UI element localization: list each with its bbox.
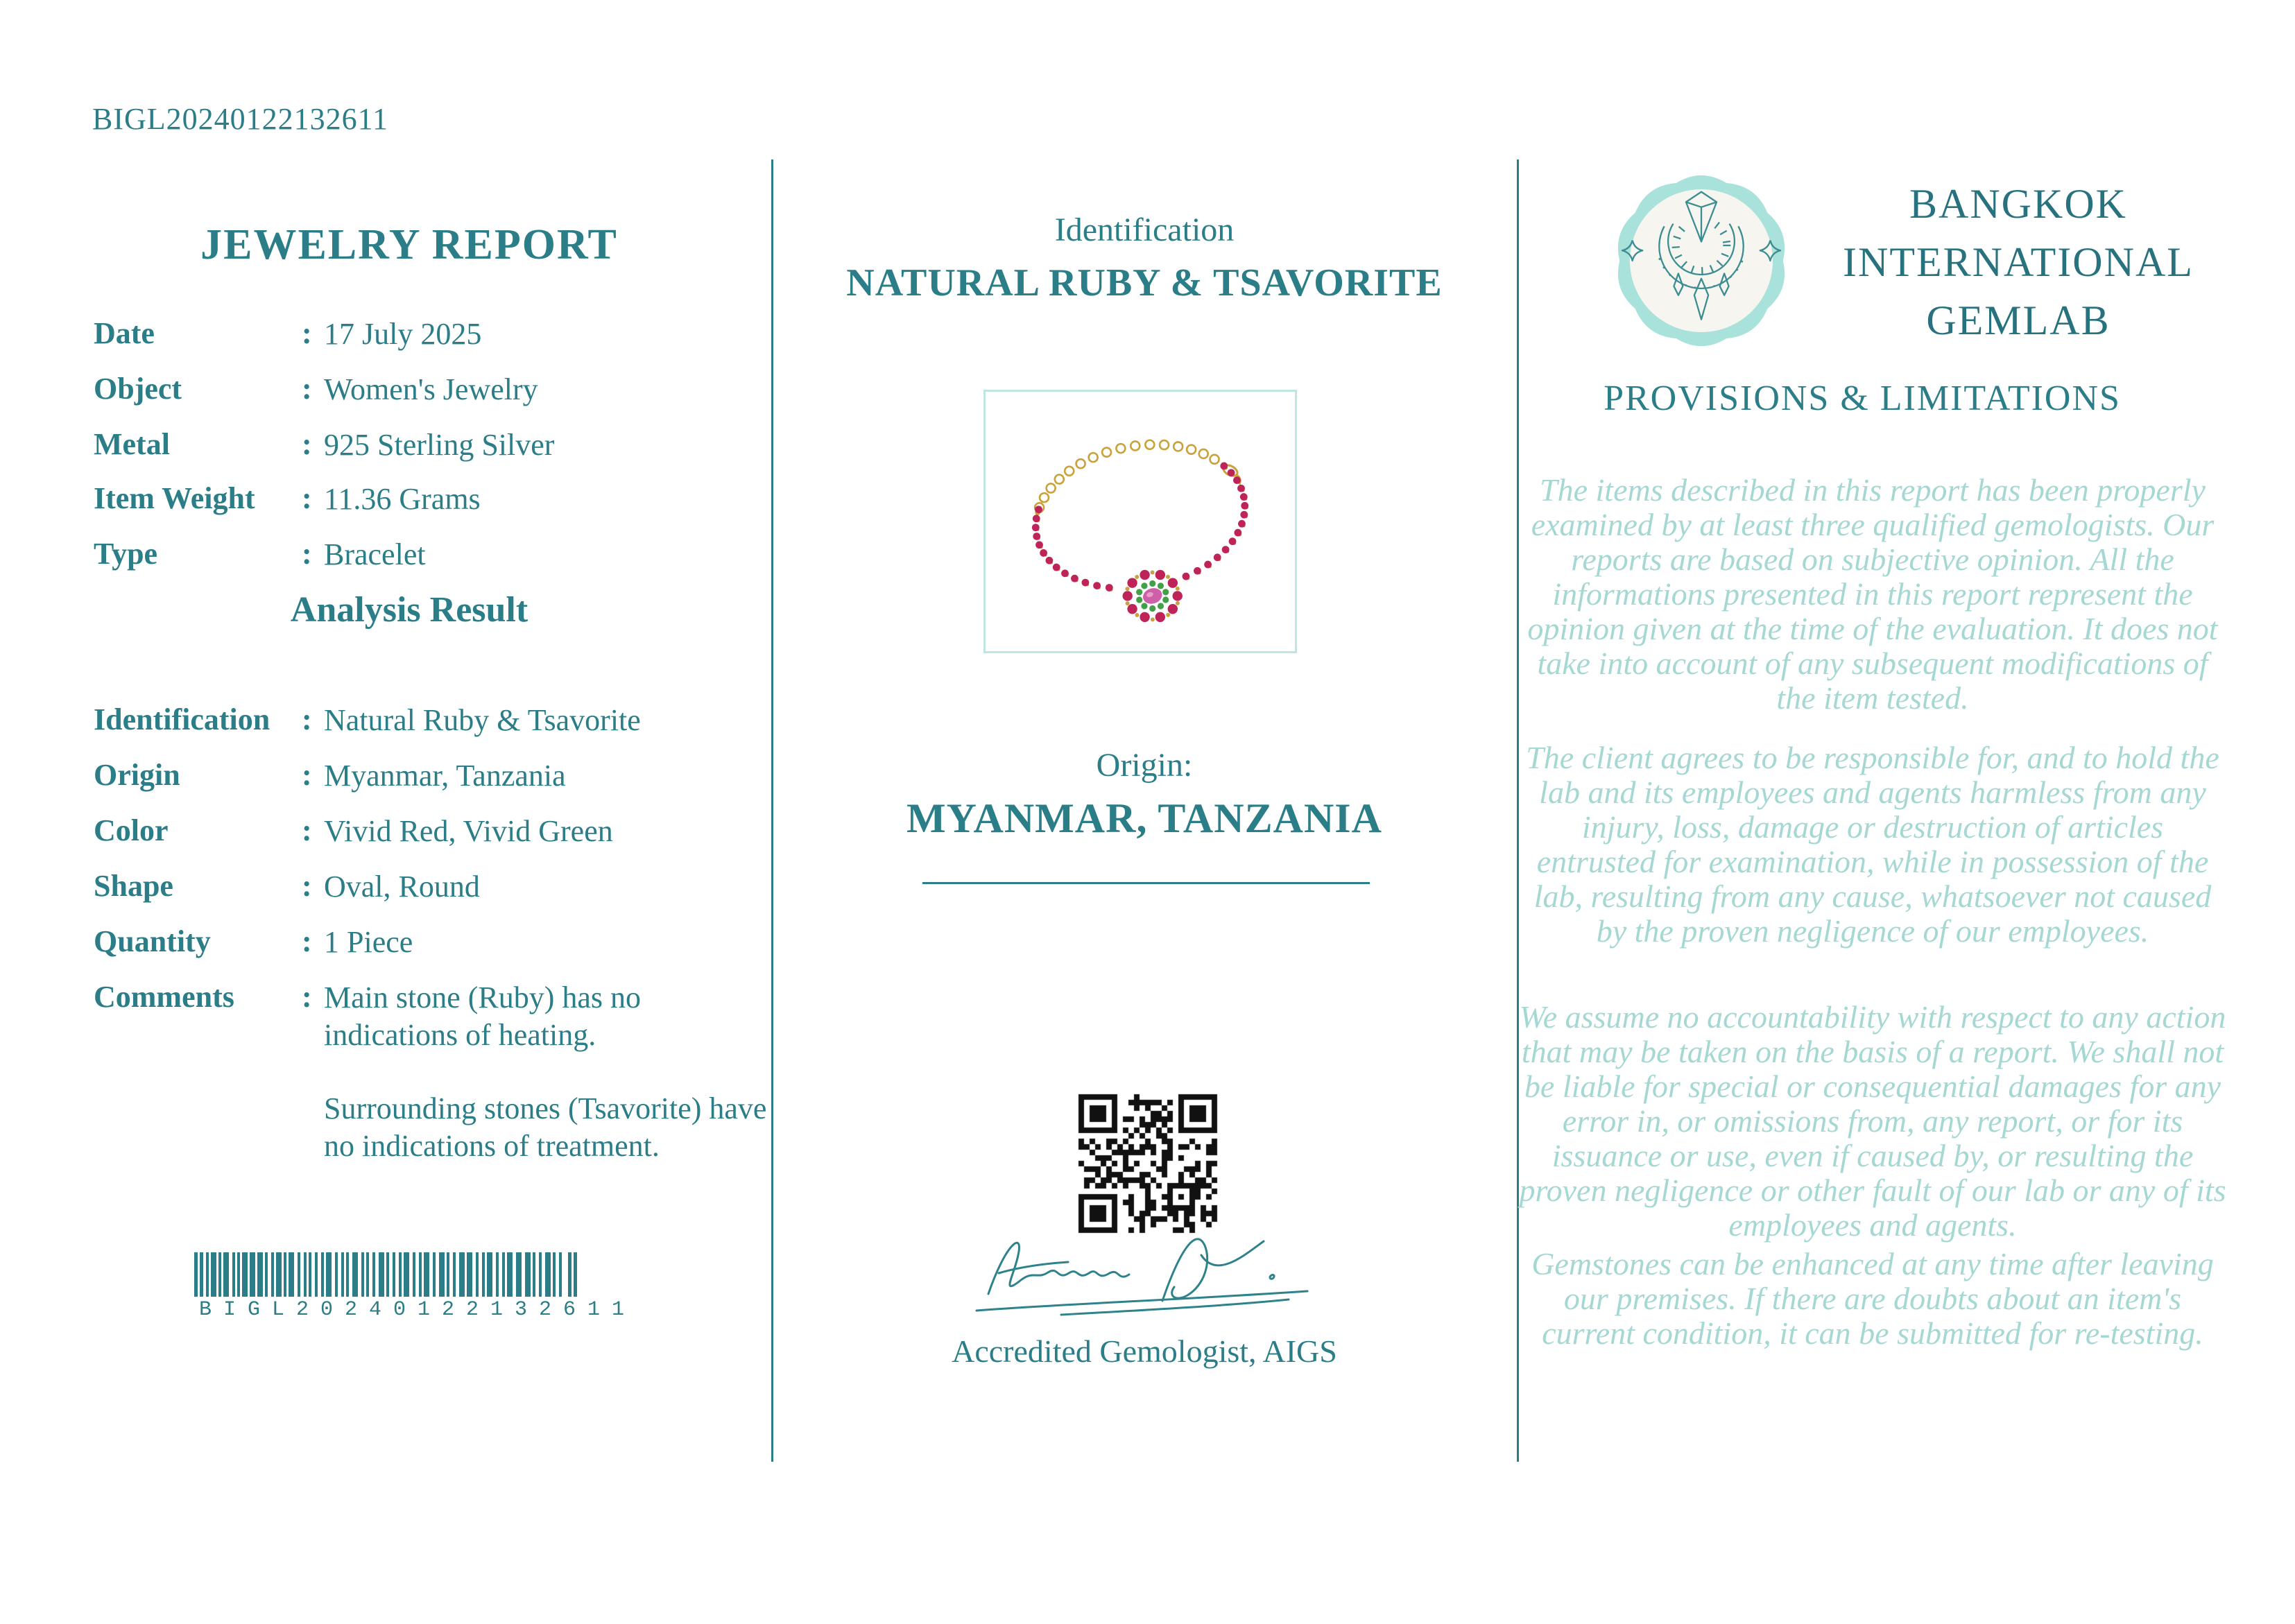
origin-label: Origin: <box>1096 747 1193 784</box>
gemlab-logo <box>1606 165 1797 356</box>
field-colon <box>302 481 312 516</box>
bracelet-illustration <box>986 392 1295 651</box>
field-colon <box>302 371 312 406</box>
field-value: Vivid Red, Vivid Green <box>324 814 613 848</box>
field-value: Natural Ruby & Tsavorite <box>324 703 641 737</box>
field-value: 1 Piece <box>324 925 413 959</box>
gemologist-signature <box>957 1212 1339 1333</box>
field-label: Identification <box>94 702 270 736</box>
field-label: Comments <box>94 980 234 1014</box>
signatory-title: Accredited Gemologist, AIGS <box>952 1333 1337 1369</box>
field-colon <box>302 924 312 959</box>
field-label: Type <box>94 537 158 571</box>
origin-underline <box>922 882 1370 884</box>
analysis-result-title: Analysis Result <box>290 590 528 630</box>
identification-section-title: Identification <box>1054 211 1235 248</box>
field-value: 17 July 2025 <box>324 317 482 351</box>
jewelry-photo <box>983 390 1297 653</box>
field-label: Shape <box>94 869 173 903</box>
provision-paragraph: The client agrees to be responsible for, and to hold the lab and its employees and agents harmless from any injury, loss, damage or destruction of articles entrusted for examination, while in possession of the lab, resulting from any cause, whatsoever not caused by the proven negligence of our employees. <box>1526 740 2219 949</box>
provisions-title: PROVISIONS & LIMITATIONS <box>1604 379 2121 418</box>
field-value: 925 Sterling Silver <box>324 428 555 462</box>
field-colon <box>302 979 312 1014</box>
provision-paragraph: The items described in this report has been properly examined by at least three qualified gemologists. Our reports are based on subjective opinion. All the informations presented in this report represent the opinion given at the time of the evaluation. It does not take into account of any subsequent modifications of the item tested. <box>1527 472 2218 716</box>
report-number: BIGL20240122132611 <box>92 102 389 136</box>
field-colon <box>302 536 312 571</box>
field-label: Color <box>94 813 169 847</box>
barcode-bars <box>194 1252 641 1297</box>
field-label: Quantity <box>94 924 211 958</box>
comments-paragraph: Surrounding stones (Tsavorite) have no indications of treatment. <box>324 1091 767 1163</box>
field-label: Date <box>94 316 155 350</box>
field-value: Oval, Round <box>324 870 480 904</box>
lab-name-line: INTERNATIONAL <box>1843 239 2194 285</box>
field-label: Origin <box>94 758 180 792</box>
origin-value: MYANMAR, TANZANIA <box>906 795 1382 841</box>
field-label: Metal <box>94 427 170 461</box>
provision-paragraph: Gemstones can be enhanced at any time after leaving our premises. If there are doubts about an item's current condition, it can be submitted for re-testing. <box>1531 1246 2214 1351</box>
lab-name <box>1817 175 2219 349</box>
field-colon <box>302 757 312 793</box>
barcode-text: BIGL20240122132611 <box>198 1298 637 1322</box>
field-label: Object <box>94 372 182 406</box>
barcode <box>194 1252 641 1322</box>
provision-paragraph: We assume no accountability with respect to any action that may be taken on the basis of a report. We shall not be liable for special or consequential damages for any error in, or omissions from, any report, or for its issuance or use, even if caused by, or resulting the proven negligence or other fault of our lab or any of its employees and agents. <box>1519 999 2226 1243</box>
field-value: Women's Jewelry <box>324 372 538 406</box>
lab-name-line: GEMLAB <box>1926 297 2111 343</box>
comments-paragraph: Main stone (Ruby) has no indications of heating. <box>324 981 642 1052</box>
field-colon <box>302 702 312 737</box>
identification-value: NATURAL RUBY & TSAVORITE <box>846 261 1443 304</box>
field-value: Myanmar, Tanzania <box>324 759 566 793</box>
field-value: Bracelet <box>324 537 426 571</box>
field-colon <box>302 426 312 462</box>
field-value <box>324 979 768 1165</box>
field-colon <box>302 868 312 904</box>
field-colon <box>302 316 312 351</box>
lab-name-line: BANGKOK <box>1909 181 2127 227</box>
page-title: JEWELRY REPORT <box>200 221 618 268</box>
column-divider-left <box>771 159 773 1462</box>
field-value: 11.36 Grams <box>324 482 481 516</box>
field-label: Item Weight <box>94 481 255 515</box>
field-colon <box>302 813 312 848</box>
